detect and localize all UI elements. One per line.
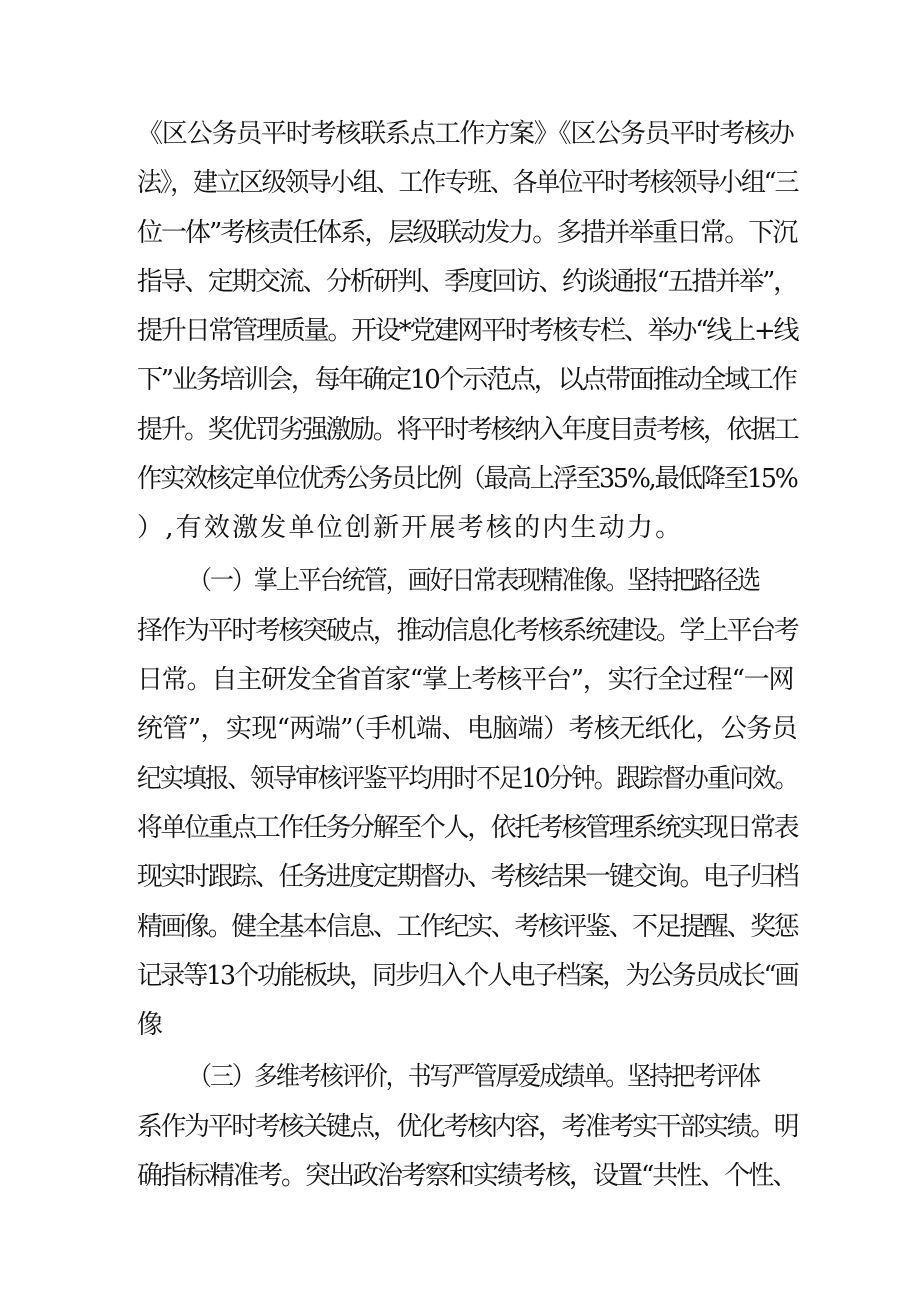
paragraph-2-line-10: 像	[137, 1010, 166, 1040]
paragraph-2-line-3: 日常。自主研发全省首家“掌上考核平台”，实行全过程“一网	[137, 665, 794, 695]
paragraph-2-line-6: 将单位重点工作任务分解至个人，依托考核管理系统实现日常表	[137, 813, 798, 843]
paragraph-1-line-6: 下”业务培训会，每年确定10个示范点，以点带面推动全域工作	[137, 365, 796, 395]
paragraph-2-line-8: 精画像。健全基本信息、工作纪实、考核评鉴、不足提醒、奖惩	[137, 912, 798, 942]
paragraph-1-line-5: 提升日常管理质量。开设*党建网平时考核专栏、举办“线上+线	[137, 316, 798, 346]
paragraph-1-line-1: 《区公务员平时考核联系点工作方案》《区公务员平时考核办	[137, 119, 794, 149]
paragraph-1-line-8: 作实效核定单位优秀公务员比例（最高上浮至35%,最低降至15%	[137, 464, 797, 494]
paragraph-1-line-2: 法》，建立区级领导小组、工作专班、各单位平时考核领导小组“三	[137, 168, 798, 198]
paragraph-2-line-4: 统管”，实现“两端”（手机端、电脑端）考核无纸化，公务员	[137, 714, 798, 744]
paragraph-2-line-7: 现实时跟踪、任务进度定期督办、考核结果一键交询。电子归档	[137, 862, 798, 892]
paragraph-3-line-3: 确指标精准考。突出政治考察和实绩考核，设置“共性、个性、	[137, 1161, 797, 1191]
paragraph-1-line-9: ）,有效激发单位创新开展考核的内生动力。	[137, 513, 684, 543]
paragraph-3-line-1: （三）多维考核评价，书写严管厚爱成绩单。坚持把考评体	[188, 1062, 759, 1092]
paragraph-2-line-1: （一）掌上平台统管，画好日常表现精准像。坚持把路径选	[188, 566, 759, 596]
paragraph-2-line-2: 择作为平时考核突破点，推动信息化考核系统建设。学上平台考	[137, 616, 798, 646]
paragraph-1-line-4: 指导、定期交流、分析研判、季度回访、约谈通报“五措并举”，	[137, 267, 797, 297]
paragraph-2-line-9: 记录等13个功能板块，同步归入个人电子档案，为公务员成长“画	[137, 961, 798, 991]
paragraph-3-line-2: 系作为平时考核关键点，优化考核内容，考准考实干部实绩。明	[137, 1112, 798, 1142]
paragraph-1-line-3: 位一体”考核责任体系，层级联动发力。多措并举重日常。下沉	[137, 218, 797, 248]
paragraph-2-line-5: 纪实填报、领导审核评鉴平均用时不足10分钟。跟踪督办重问效。	[137, 764, 798, 794]
paragraph-1-line-7: 提升。奖优罚劣强激励。将平时考核纳入年度目责考核，依据工	[137, 415, 798, 445]
